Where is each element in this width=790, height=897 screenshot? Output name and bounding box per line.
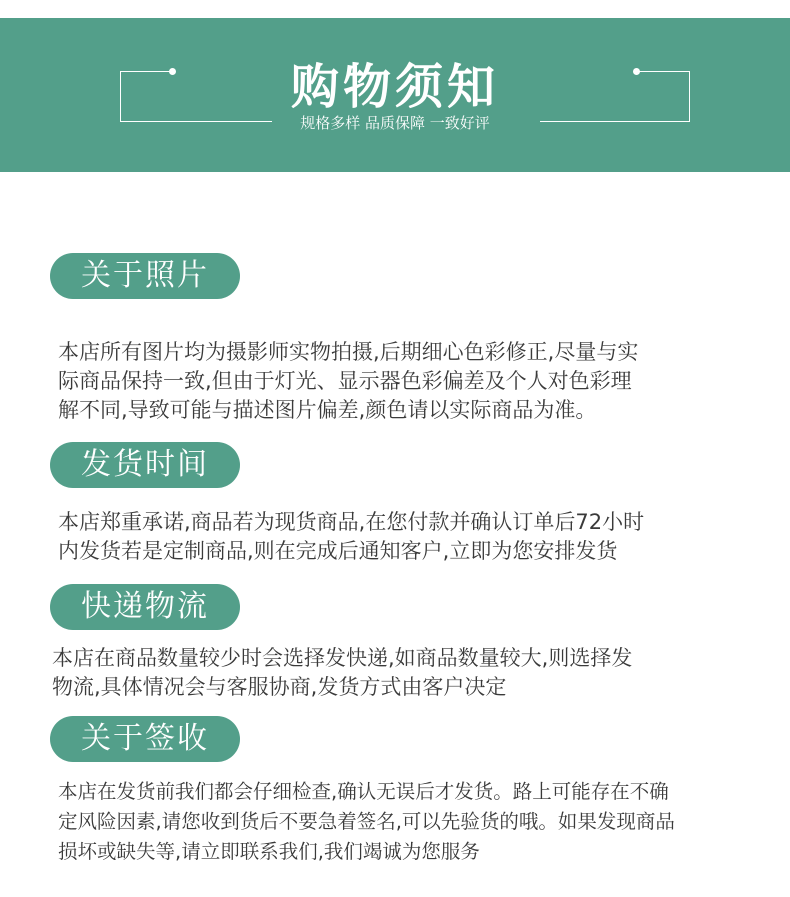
left-bracket-dot [169,68,176,75]
right-bracket-top-line [637,71,690,72]
section-heading-signing: 关于签收 [50,716,240,762]
right-bracket-dot [633,68,640,75]
page-title: 购物须知 [290,59,499,115]
section-heading-shipping-time: 发货时间 [50,442,240,488]
page-subtitle: 规格多样 品质保障 一致好评 [300,114,490,132]
section-heading-photos: 关于照片 [50,253,240,299]
text-line: 际商品保持一致,但由于灯光、显示器色彩偏差及个人对色彩理 [58,369,632,393]
text-line: 损坏或缺失等,请立即联系我们,我们竭诚为您服务 [58,840,480,863]
text-line: 本店所有图片均为摄影师实物拍摄,后期细心色彩修正,尽量与实 [58,340,639,364]
section-text-shipping-time [58,508,758,566]
text-line: 内发货若是定制商品,则在完成后通知客户,立即为您安排发货 [58,539,618,563]
text-line: 本店在发货前我们都会仔细检查,确认无误后才发货。路上可能存在不确 [58,780,669,803]
text-line: 本店在商品数量较少时会选择发快递,如商品数量较大,则选择发 [52,646,633,670]
text-line: 本店郑重承诺,商品若为现货商品,在您付款并确认订单后72小时 [58,510,645,534]
section-text-signing [58,777,768,867]
section-heading-logistics: 快递物流 [50,584,240,630]
text-line: 定风险因素,请您收到货后不要急着签名,可以先验货的哦。如果发现商品 [58,810,675,833]
section-text-photos [58,338,758,425]
text-line: 解不同,导致可能与描述图片偏差,颜色请以实际商品为准。 [58,398,597,422]
section-text-logistics [52,644,752,702]
header-banner [0,18,790,172]
text-line: 物流,具体情况会与客服协商,发货方式由客户决定 [52,675,507,699]
left-bracket-top-line [120,71,172,72]
